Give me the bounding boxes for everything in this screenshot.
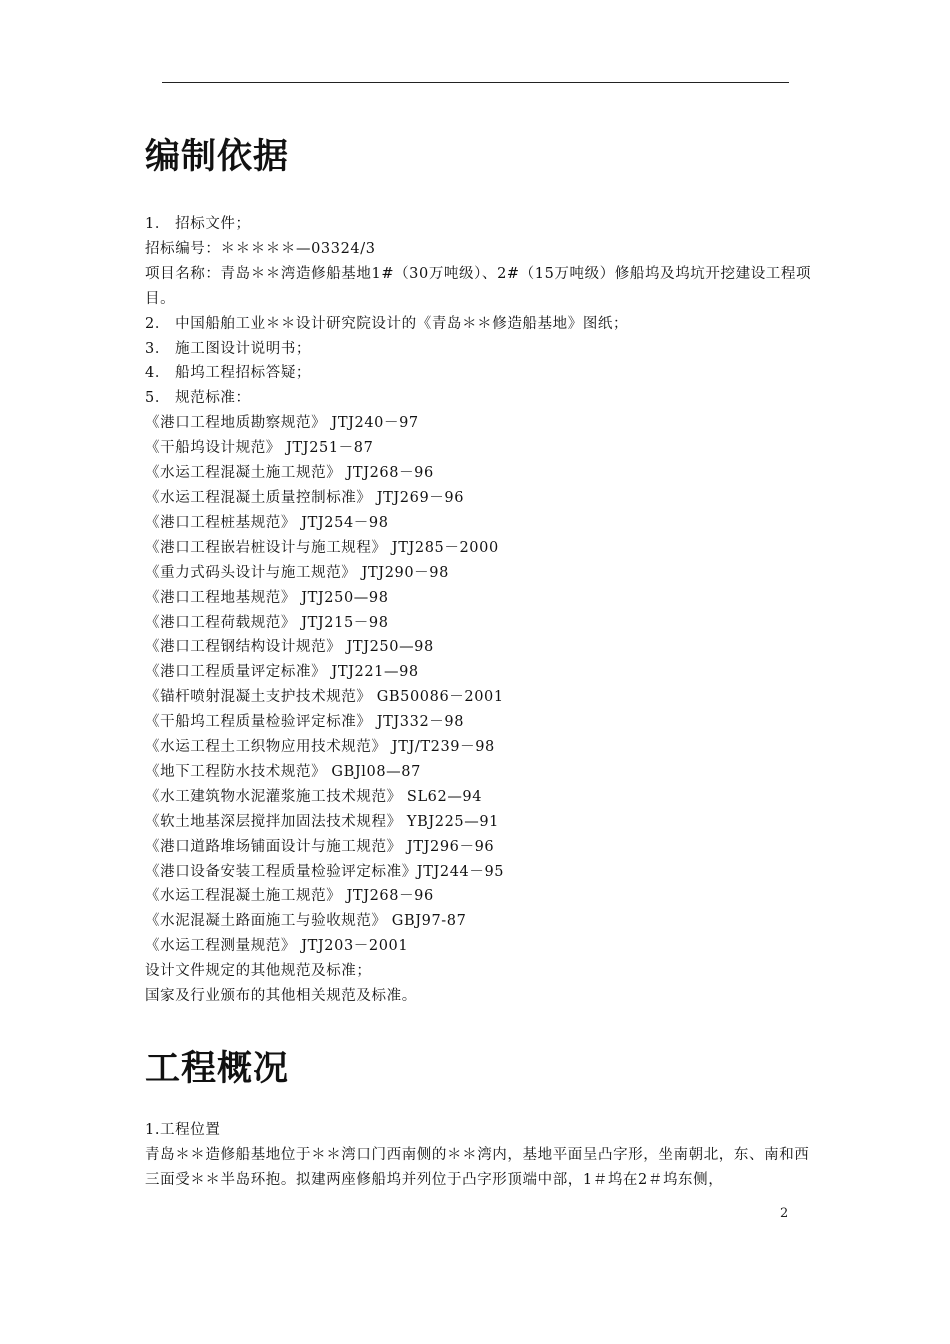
list-item: 《港口设备安装工程质量检验评定标准》JTJ244－95 bbox=[145, 863, 505, 880]
list-item: 4． 船坞工程招标答疑； bbox=[145, 365, 312, 382]
section-title: 编制依据 bbox=[145, 137, 290, 177]
list-item: 《港口工程嵌岩桩设计与施工规程》 JTJ285－2000 bbox=[145, 539, 499, 556]
list-item: 《干船坞设计规范》 JTJ251－87 bbox=[145, 440, 374, 457]
list-item: 2． 中国船舶工业＊＊设计研究院设计的《青岛＊＊修造船基地》图纸； bbox=[145, 315, 629, 332]
list-item: 1.工程位置 bbox=[145, 1122, 221, 1138]
section-basis bbox=[145, 132, 815, 1009]
list-item: 《水运工程混凝土施工规范》 JTJ268－96 bbox=[145, 465, 434, 482]
list-item: 《软土地基深层搅拌加固法技术规程》 YBJ225—91 bbox=[145, 813, 499, 830]
list-item: 《水运工程土工织物应用技术规范》 JTJ/T239－98 bbox=[145, 739, 495, 756]
list-item: 设计文件规定的其他规范及标准； bbox=[145, 963, 372, 980]
list-item: 《水运工程测量规范》 JTJ203－2001 bbox=[145, 938, 409, 955]
list-item: 1． 招标文件； bbox=[145, 216, 251, 232]
list-item: 《港口工程钢结构设计规范》 JTJ250—98 bbox=[145, 639, 434, 656]
list-item: 《水运工程混凝土施工规范》 JTJ268－96 bbox=[145, 888, 434, 905]
list-item: 《干船坞工程质量检验评定标准》 JTJ332－98 bbox=[145, 714, 465, 731]
list-item: 青岛＊＊造修船基地位于＊＊湾口门西南侧的＊＊湾内，基地平面呈凸字形，坐南朝北，东、南和西三面受＊＊半岛环抱。拟建两座修船坞并列位于凸字形顶端中部，1＃坞在2＃坞东侧， bbox=[145, 1146, 810, 1188]
list-item: 《重力式码头设计与施工规范》 JTJ290－98 bbox=[145, 564, 449, 581]
list-item: 《港口道路堆场铺面设计与施工规范》 JTJ296－96 bbox=[145, 838, 495, 855]
list-item: 《港口工程质量评定标准》 JTJ221—98 bbox=[145, 664, 419, 681]
list-item: 国家及行业颁布的其他相关规范及标准。 bbox=[145, 988, 417, 1005]
section-overview bbox=[145, 1044, 815, 1193]
list-item: 《港口工程地质勘察规范》 JTJ240－97 bbox=[145, 415, 419, 432]
list-item: 《水工建筑物水泥灌浆施工技术规范》 SL62—94 bbox=[145, 788, 483, 805]
list-item: 招标编号：＊＊＊＊＊—03324/3 bbox=[145, 240, 376, 257]
list-item: 《地下工程防水技术规范》 GBJl08—87 bbox=[145, 763, 421, 780]
list-item: 《港口工程地基规范》 JTJ250—98 bbox=[145, 589, 389, 606]
list-item: 5． 规范标准： bbox=[145, 390, 251, 407]
section-title: 工程概况 bbox=[145, 1049, 290, 1089]
list-item: 项目名称：青岛＊＊湾造修船基地1#（30万吨级）、2#（15万吨级）修船坞及坞坑开挖建设工程项目。 bbox=[145, 265, 812, 307]
list-item: 3． 施工图设计说明书； bbox=[145, 340, 312, 357]
overview-list bbox=[145, 1118, 815, 1193]
basis-list bbox=[145, 212, 815, 1009]
list-item: 《港口工程桩基规范》 JTJ254－98 bbox=[145, 514, 389, 531]
list-item: 《水泥混凝土路面施工与验收规范》 GBJ97-87 bbox=[145, 913, 467, 930]
page-number: 2 bbox=[780, 1206, 789, 1221]
list-item: 《港口工程荷载规范》 JTJ215－98 bbox=[145, 614, 389, 631]
header-rule bbox=[162, 82, 789, 83]
list-item: 《锚杆喷射混凝土支护技术规范》 GB50086－2001 bbox=[145, 689, 504, 706]
list-item: 《水运工程混凝土质量控制标准》 JTJ269－96 bbox=[145, 489, 465, 506]
